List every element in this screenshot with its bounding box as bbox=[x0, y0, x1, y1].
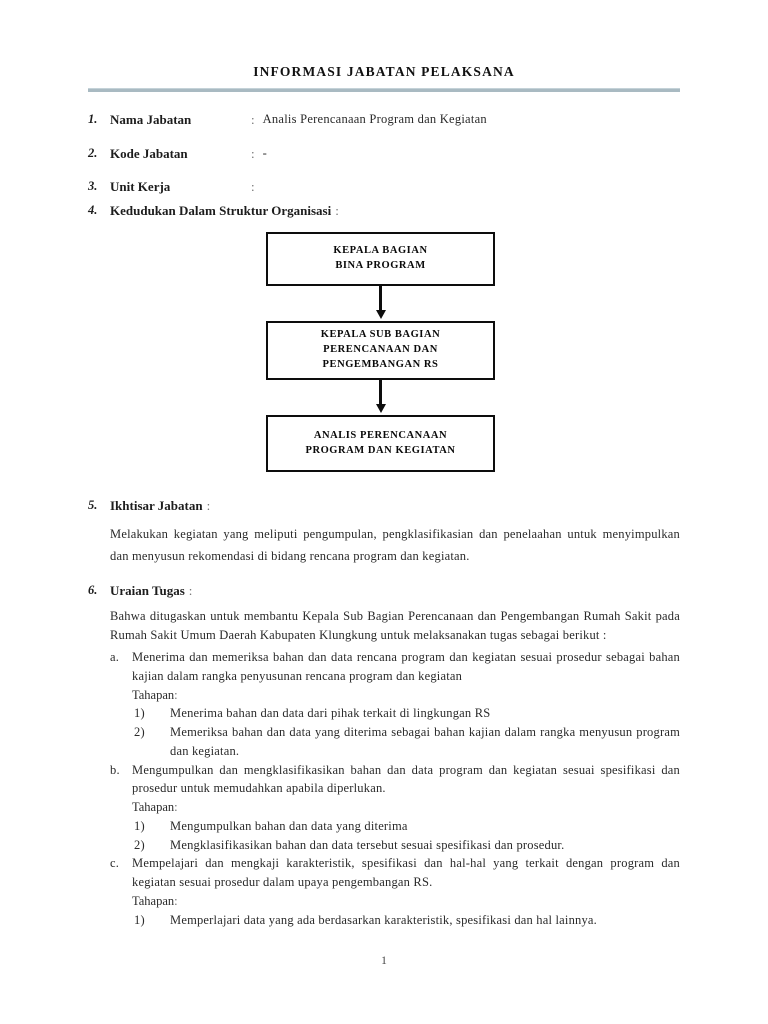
section-uraian-tugas bbox=[88, 583, 680, 929]
section-heading bbox=[88, 583, 680, 599]
tahapan-colon: : bbox=[174, 893, 178, 908]
connector-line-icon bbox=[379, 380, 382, 406]
section-heading bbox=[88, 498, 680, 514]
task-text: Mengumpulkan dan mengklasifikasikan bahan dan data program dan kegiatan sesuai spesifikasi dan prosedur untuk memudahkan apabila diperlukan. bbox=[132, 762, 680, 796]
task-step-b-2 bbox=[88, 836, 680, 855]
field-number: 2. bbox=[88, 146, 98, 160]
field-row-kedudukan-struktur bbox=[88, 203, 688, 219]
org-box-kepala-sub-bagian bbox=[266, 321, 495, 380]
task-text: Mempelajari dan mengkaji karakteristik, spesifikasi dan hal-hal yang terkait dengan program dan kegiatan sesuai prosedur dalam upaya pengembangan RS. bbox=[132, 856, 680, 889]
tahapan-label-a bbox=[88, 686, 680, 705]
section-colon: : bbox=[188, 583, 193, 598]
arrow-down-icon bbox=[376, 404, 386, 413]
task-item-c bbox=[88, 854, 680, 892]
task-marker: a. bbox=[110, 650, 120, 664]
step-marker: 1) bbox=[134, 706, 145, 721]
field-label: Unit Kerja bbox=[110, 179, 171, 194]
field-colon: : bbox=[251, 179, 255, 194]
org-box-line-2: PERENCANAAN DAN bbox=[323, 344, 438, 356]
tahapan-colon: : bbox=[174, 800, 178, 814]
page-number: 1 bbox=[381, 955, 387, 967]
task-item-a bbox=[88, 648, 680, 686]
task-marker: c. bbox=[110, 856, 120, 871]
field-row-unit-kerja bbox=[88, 179, 688, 195]
org-box-line-2: BINA PROGRAM bbox=[335, 260, 426, 271]
field-value-nama-jabatan: Analis Perencanaan Program dan Kegiatan bbox=[262, 112, 487, 126]
task-step-b-1 bbox=[88, 817, 680, 836]
org-box-kepala-bagian bbox=[266, 232, 495, 286]
field-colon: : bbox=[251, 112, 255, 127]
tahapan-colon: : bbox=[174, 687, 178, 702]
org-box-line-1: KEPALA SUB BAGIAN bbox=[320, 329, 441, 341]
field-label: Nama Jabatan bbox=[110, 112, 192, 127]
ikhtisar-jabatan-body: Melakukan kegiatan yang meliputi pengumpulan, pengklasifikasian dan penelaahan untuk menyimpulkan dan menyusun rekomendasi di bidang rencana program dan kegiatan. bbox=[110, 527, 680, 564]
field-label: Kode Jabatan bbox=[110, 146, 188, 161]
org-box-line-1: KEPALA BAGIAN bbox=[333, 245, 428, 257]
task-step-a-1 bbox=[88, 704, 680, 723]
section-label: Uraian Tugas bbox=[110, 583, 185, 598]
arrow-down-icon bbox=[376, 310, 386, 319]
step-text: Memperlajari data yang ada berdasarkan karakteristik, spesifikasi dan hal lainnya. bbox=[170, 912, 598, 927]
field-colon: : bbox=[335, 203, 339, 218]
step-text: Mengumpulkan bahan dan data yang diterima bbox=[170, 818, 408, 833]
step-text: Menerima bahan dan data dari pihak terkait di lingkungan RS bbox=[170, 706, 491, 721]
section-colon: : bbox=[206, 498, 211, 513]
section-label: Ikhtisar Jabatan bbox=[110, 498, 203, 513]
field-row-nama-jabatan bbox=[88, 112, 688, 128]
field-label: Kedudukan Dalam Struktur Organisasi bbox=[110, 203, 332, 218]
field-number: 1. bbox=[88, 112, 98, 126]
title-divider bbox=[88, 88, 680, 92]
field-value-kode-jabatan: - bbox=[262, 146, 268, 160]
connector-line-icon bbox=[379, 286, 382, 312]
section-ikhtisar-jabatan bbox=[88, 498, 680, 568]
task-text: Menerima dan memeriksa bahan dan data rencana program dan kegiatan sesuai prosedur sebagai bahan kajian dalam rangka penyusunan rencana program dan kegiatan bbox=[132, 650, 680, 683]
page-title: INFORMASI JABATAN PELAKSANA bbox=[253, 64, 515, 79]
org-connector-arrow-2 bbox=[266, 380, 495, 415]
tahapan-word: Tahapan bbox=[132, 687, 175, 702]
field-colon: : bbox=[251, 146, 255, 161]
org-box-line-2: PROGRAM DAN KEGIATAN bbox=[305, 444, 456, 456]
section-number: 6. bbox=[88, 583, 98, 597]
org-box-analis-perencanaan bbox=[266, 415, 495, 472]
task-item-b bbox=[88, 761, 680, 799]
tahapan-word: Tahapan bbox=[132, 800, 175, 814]
org-box-line-1: ANALIS PERENCANAAN bbox=[313, 429, 448, 441]
task-step-a-2 bbox=[88, 723, 680, 761]
field-row-kode-jabatan bbox=[88, 146, 688, 162]
tahapan-word: Tahapan bbox=[132, 893, 175, 908]
task-step-c-1 bbox=[88, 911, 680, 930]
org-box-line-3: PENGEMBANGAN RS bbox=[322, 358, 439, 370]
tahapan-label-c bbox=[88, 892, 680, 911]
field-number: 4. bbox=[88, 203, 98, 217]
step-text: Memeriksa bahan dan data yang diterima sebagai bahan kajian dalam rangka menyusun program dan kegiatan. bbox=[170, 725, 680, 758]
step-marker: 2) bbox=[134, 725, 145, 739]
step-marker: 1) bbox=[134, 912, 145, 927]
step-marker: 2) bbox=[134, 837, 145, 852]
uraian-tugas-intro: Bahwa ditugaskan untuk membantu Kepala Sub Bagian Perencanaan dan Pengembangan Rumah Sakit pada Rumah Sakit Umum Daerah Kabupaten Klungkung untuk melaksanakan tugas sebagai berikut : bbox=[110, 609, 680, 642]
organization-chart bbox=[266, 232, 495, 472]
field-number: 3. bbox=[88, 179, 98, 193]
step-marker: 1) bbox=[134, 818, 145, 833]
step-text: Mengklasifikasikan bahan dan data tersebut sesuai spesifikasi dan prosedur. bbox=[170, 837, 565, 852]
tahapan-label-b bbox=[88, 798, 680, 817]
org-connector-arrow-1 bbox=[266, 286, 495, 321]
task-marker: b. bbox=[110, 762, 120, 777]
section-number: 5. bbox=[88, 498, 98, 512]
